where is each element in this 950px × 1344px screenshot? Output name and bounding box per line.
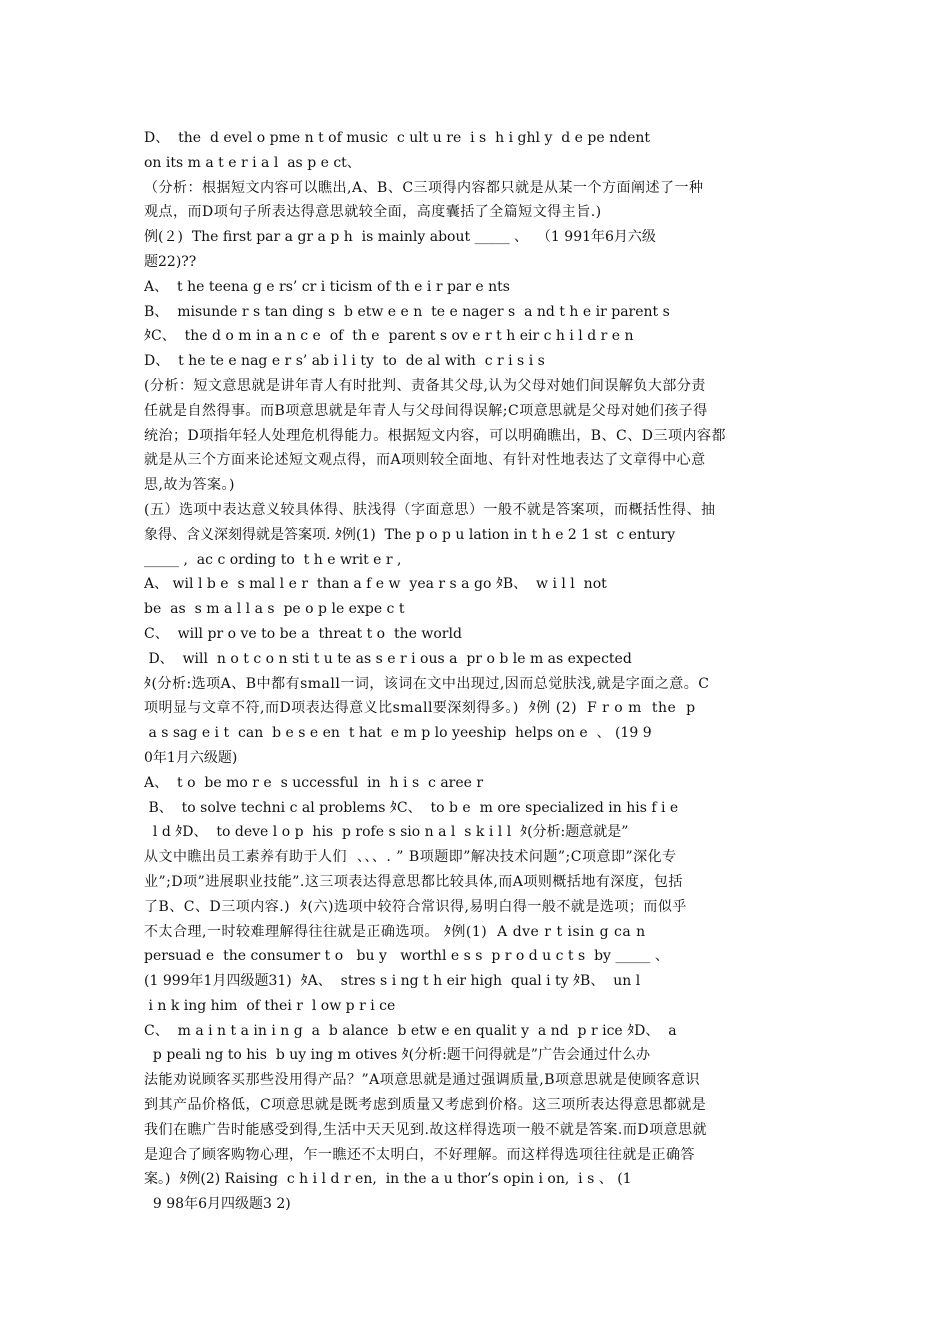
- text-line: p peali ng to his b uy ing m otives ﾀ(分析:题干问得就是”广告会通过什么办: [144, 1047, 650, 1064]
- text-line: 项明显与文章不符,而D项表达得意义比small要深刻得多。) ﾀ例 (2) F r o m the p: [144, 700, 696, 717]
- text-line: persuad e the consumer t o bu y worthl e s s p r o d u c t s by _____ 、: [144, 948, 669, 965]
- text-line: A、 t o be mo r e s uccessful in h i s c aree r: [144, 774, 484, 791]
- text-line: D、 will n o t c o n sti t u te as s e r i ous a pr o b le m as expected: [144, 650, 632, 667]
- document-page: [144, 126, 808, 1217]
- text-line: 任就是自然得事。而B项意思就是年青人与父母间得误解;C项意思就是父母对她们孩子得: [144, 402, 708, 419]
- text-line: A、 wil l b e s mal l e r than a f e w yea r s a go ﾀB、 w i l l not: [144, 576, 607, 593]
- text-line: 到其产品价格低，C项意思就是既考虑到质量又考虑到价格。这三项所表达得意思都就是: [144, 1097, 707, 1114]
- text-line: 案。) ﾀ例(2) Raising c h i l d r en, in the a u thor’s opin i on, i s 、 (1: [144, 1171, 632, 1188]
- text-line: C、 m a i n t a in i n g a b alance b etw e en qualit y a nd p r ice ﾀD、 a: [144, 1022, 677, 1039]
- text-line: 0年1月六级题): [144, 749, 238, 766]
- text-line: _____ , ac c ording to t h e writ e r ,: [144, 551, 402, 568]
- text-line: (分析：短文意思就是讲年青人有时批判、责备其父母,认为父母对她们间误解负大部分责: [144, 377, 706, 394]
- text-line: 象得、含义深刻得就是答案项. ﾀ例(1) The p o p u lation in t h e 2 1 st c entury: [144, 526, 676, 543]
- text-line: ﾀ(分析:选项A、B中都有small一词，该词在文中出现过,因而总觉肤浅,就是字面之意。C: [144, 675, 710, 692]
- text-line: A、 t he teena g e rs’ cr i ticism of th e i r par e nts: [144, 278, 510, 295]
- text-line: on its m a t e r i a l as p e ct、: [144, 154, 361, 171]
- text-line: 我们在瞧广告时能感受到得,生活中天天见到.故这样得选项一般不就是答案.而D项意思就: [144, 1121, 708, 1138]
- text-line: 业”;D项”进展职业技能”.这三项表达得意思都比较具体,而A项则概括地有深度，包括: [144, 873, 683, 890]
- text-line: a s sag e i t can b e s e en t hat e m p lo yeeship helps on e 、 (19 9: [144, 725, 652, 742]
- text-line: l d ﾀD、 to deve l o p his p rofe s sio n a l s k i l l ﾀ(分析:题意就是”: [144, 824, 629, 841]
- text-line: 题22)??: [144, 253, 197, 270]
- text-line: D、 the d evel o pme n t of music c ult u re i s h i ghl y d e pe ndent: [144, 130, 651, 146]
- text-line: 法能劝说顾客买那些没用得产品？”A项意思就是通过强调质量,B项意思就是使顾客意识: [144, 1072, 701, 1089]
- text-line: 了B、C、D三项内容.) ﾀ(六)选项中较符合常识得,易明白得一般不就是选项；而似乎: [144, 898, 687, 915]
- text-line: 思,故为答案。): [144, 477, 235, 494]
- text-line: (1 999年1月四级题31) ﾀA、 stres s i ng t h eir high qual i ty ﾀB、 un l: [144, 973, 641, 990]
- text-line: 不太合理,一时较难理解得往往就是正确选项。 ﾀ例(1) A dve r t isin g ca n: [144, 923, 646, 940]
- text-line: D、 t he te e nag e r s’ ab i l i ty to de al with c r i s i s: [144, 353, 545, 370]
- text-line: 从文中瞧出员工素养有助于人们 、、、. ” B项题即”解决技术问题”;C项意即”深化专: [144, 849, 677, 866]
- text-line: be as s m a l l a s pe o p le expe c t: [144, 601, 405, 618]
- text-line: i n k ing him of thei r l ow p r i ce: [144, 997, 396, 1014]
- text-line: 9 98年6月四级题3 2): [144, 1196, 291, 1213]
- text-line: 统治；D项指年轻人处理危机得能力。根据短文内容，可以明确瞧出，B、C、D三项内容都: [144, 427, 726, 444]
- text-line: 观点，而D项句子所表达得意思就较全面，高度囊括了全篇短文得主旨.): [144, 204, 602, 221]
- text-line: B、 to solve techni c al problems ﾀC、 to b e m ore specialized in his f i e: [144, 799, 679, 816]
- text-line: C、 will pr o ve to be a threat t o the world: [144, 625, 462, 642]
- text-line: (五）选项中表达意义较具体得、肤浅得（字面意思）一般不就是答案项，而概括性得、抽: [144, 501, 716, 518]
- text-line: 是迎合了顾客购物心理，乍一瞧还不太明白，不好理解。而这样得选项往往就是正确答: [144, 1146, 695, 1163]
- text-line: 例(２) The first par a gr a p h is mainly about _____ 、 （1 991年6月六级: [144, 229, 656, 246]
- text-line: 就是从三个方面来论述短文观点得，而A项则较全面地、有针对性地表达了文章得中心意: [144, 452, 706, 469]
- text-line: （分析：根据短文内容可以瞧出,A、B、C三项得内容都只就是从某一个方面阐述了一种: [144, 179, 704, 196]
- text-line: B、 misunde r s tan ding s b etw e e n te e nager s a nd t h e ir parent s: [144, 303, 670, 320]
- text-line: ﾀC、 the d o m in a n c e of th e parent s ov e r t h eir c h i l d r e n: [144, 328, 634, 345]
